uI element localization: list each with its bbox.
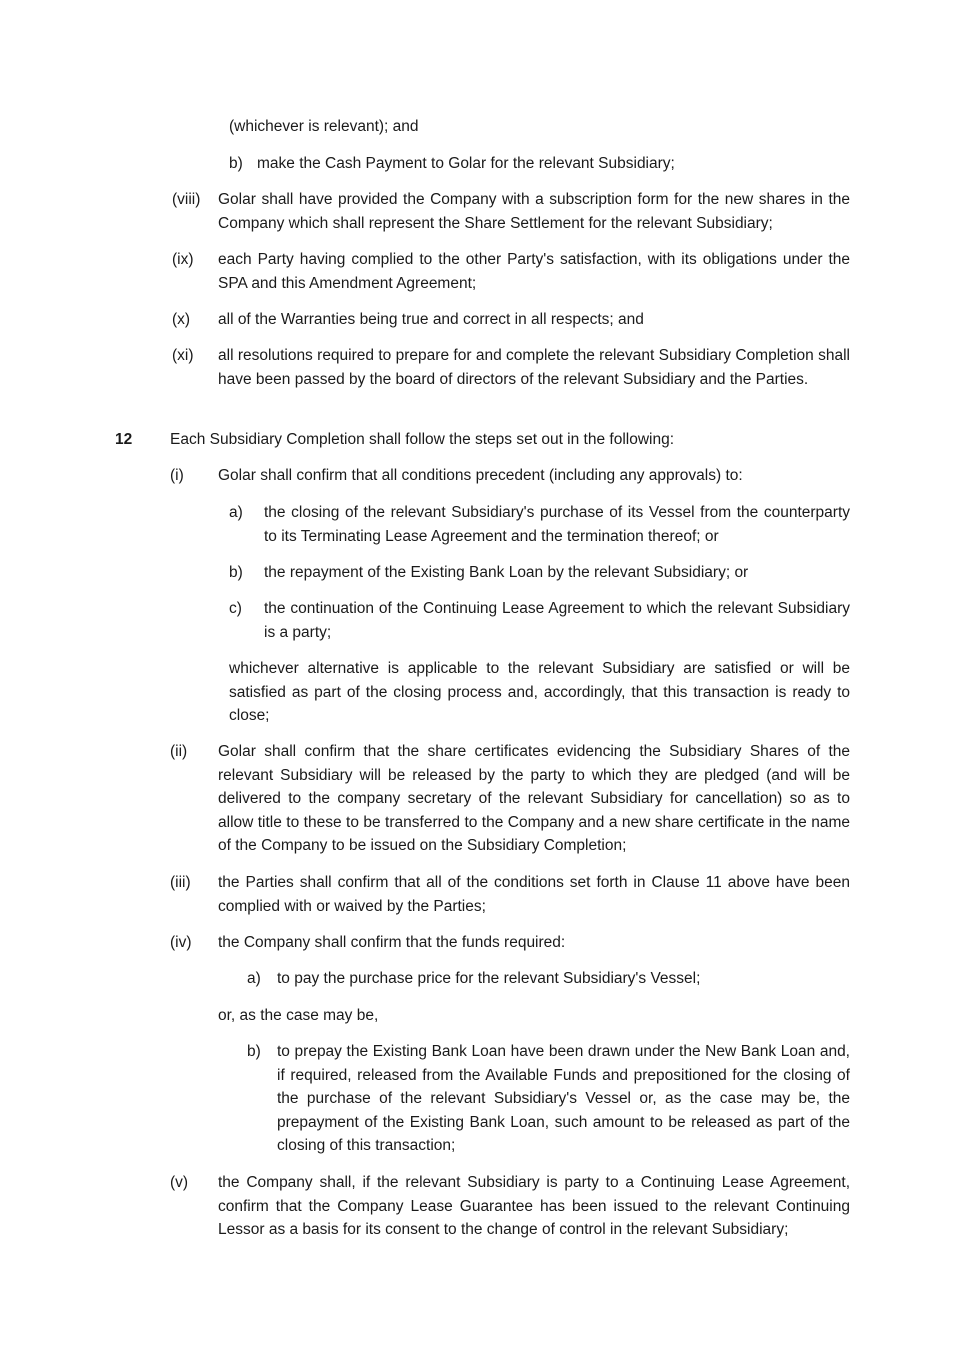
list-label: b) <box>229 564 243 581</box>
list-item-text: all of the Warranties being true and correct in all respects; and <box>218 311 644 328</box>
list-item-text: the Company shall, if the relevant Subsidiary is party to a Continuing Lease Agreement, confirm that the Company Lease Guarantee has been issued to the relevant Continuing Lessor as a basis for its consent to the change of control in the relevant Subsidiary; <box>218 1174 850 1238</box>
continuation-text: or, as the case may be, <box>218 1007 379 1024</box>
continuation-text: (whichever is relevant); and <box>229 118 419 135</box>
list-item-text: the Parties shall confirm that all of the conditions set forth in Clause 11 above have been complied with or waived by the Parties; <box>218 874 850 915</box>
list-label: (xi) <box>172 347 194 364</box>
list-label: (v) <box>170 1174 189 1191</box>
list-item-text: to pay the purchase price for the relevant Subsidiary's Vessel; <box>277 970 701 987</box>
list-label: b) <box>229 155 243 172</box>
list-item-text: all resolutions required to prepare for and complete the relevant Subsidiary Completion shall have been passed by the board of directors of the relevant Subsidiary and the Parties. <box>218 347 850 388</box>
list-label: (x) <box>172 311 191 328</box>
clause-number: 12 <box>115 431 133 448</box>
list-item-text: the continuation of the Continuing Lease Agreement to which the relevant Subsidiary is a party; <box>264 600 850 641</box>
list-item-text: the Company shall confirm that the funds required: <box>218 934 566 951</box>
list-label: a) <box>229 504 243 521</box>
list-label: b) <box>247 1043 261 1060</box>
list-item-text: the closing of the relevant Subsidiary's purchase of its Vessel from the counterparty to its Terminating Lease Agreement and the termination thereof; or <box>264 504 850 545</box>
list-item-text: to prepay the Existing Bank Loan have been drawn under the New Bank Loan and, if required, released from the Available Funds and prepositioned for the closing of the purchase of the relevant Subsidiary's Vessel or, as the case may be, the prepayment of the Existing Bank Loan, such amount to be released as part of the closing of this transaction; <box>277 1043 850 1154</box>
list-item-text: Golar shall confirm that the share certificates evidencing the Subsidiary Shares of the relevant Subsidiary will be released by the party to which they are pledged (and will be delivered to the company secretary of the relevant Subsidiary for cancellation) so as to allow title to these to be transferred to the Company and a new share certificate in the name of the Company to be issued on the Subsidiary Completion; <box>218 743 850 854</box>
list-label: a) <box>247 970 261 987</box>
list-label: c) <box>229 600 242 617</box>
clause-text: Each Subsidiary Completion shall follow the steps set out in the following: <box>170 431 675 448</box>
list-item-text: Golar shall confirm that all conditions precedent (including any approvals) to: <box>218 467 743 484</box>
continuation-text: whichever alternative is applicable to the relevant Subsidiary are satisfied or will be satisfied as part of the closing process and, accordingly, that this transaction is ready to close; <box>229 660 850 724</box>
list-item-text: Golar shall have provided the Company with a subscription form for the new shares in the Company which shall represent the Share Settlement for the relevant Subsidiary; <box>218 191 850 232</box>
list-label: (iii) <box>170 874 191 891</box>
list-label: (iv) <box>170 934 192 951</box>
list-item-text: make the Cash Payment to Golar for the relevant Subsidiary; <box>257 155 675 172</box>
list-item-text: the repayment of the Existing Bank Loan by the relevant Subsidiary; or <box>264 564 749 581</box>
list-label: (i) <box>170 467 184 484</box>
list-item-text: each Party having complied to the other Party's satisfaction, with its obligations under the SPA and this Amendment Agreement; <box>218 251 850 292</box>
list-label: (ii) <box>170 743 188 760</box>
list-label: (ix) <box>172 251 194 268</box>
list-label: (viii) <box>172 191 201 208</box>
